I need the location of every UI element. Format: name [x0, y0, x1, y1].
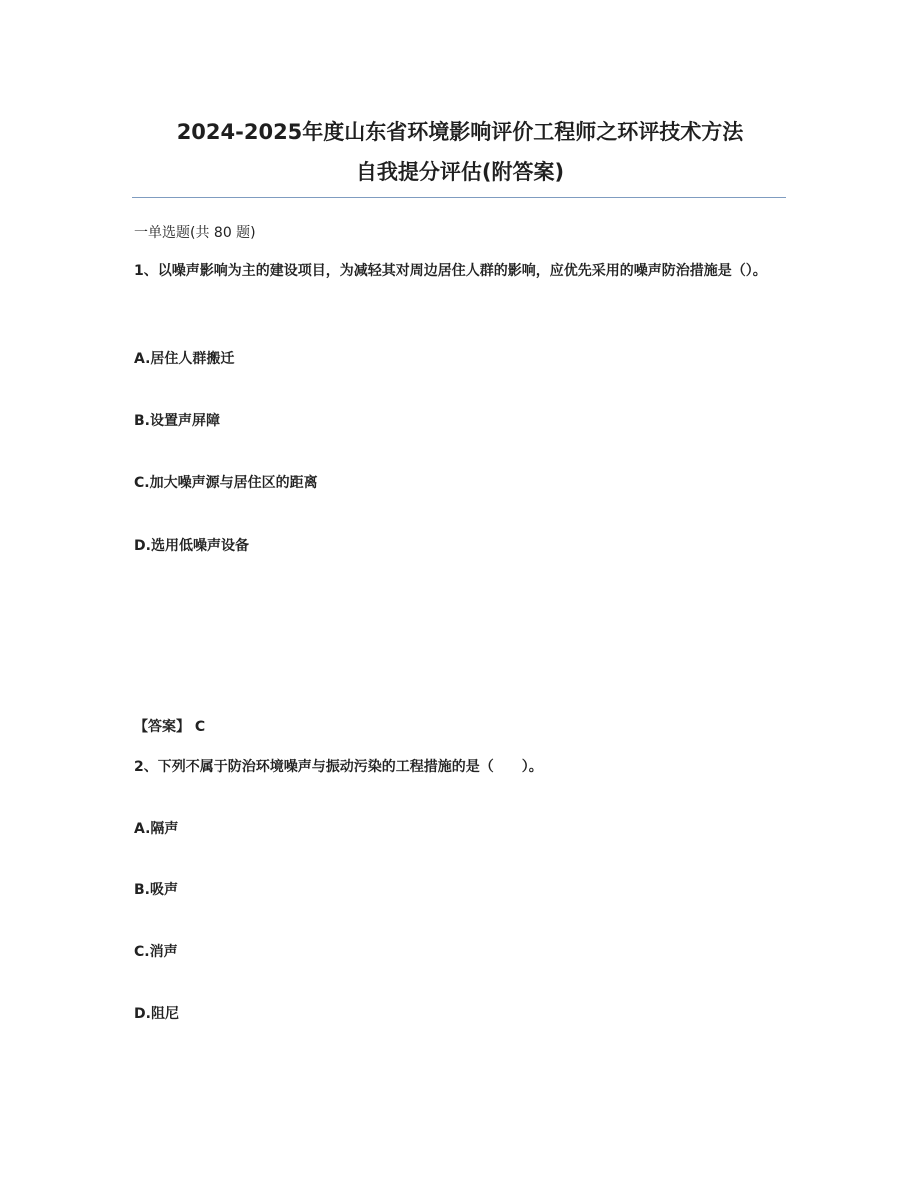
question-1-answer: 【答案】 C	[134, 719, 206, 735]
question-2-option-b: B.吸声	[134, 882, 178, 898]
question-2-text: 2、下列不属于防治环境噪声与振动污染的工程措施的是（ ）。	[134, 759, 543, 775]
question-2-option-d: D.阻尼	[134, 1006, 179, 1022]
question-2-option-c: C.消声	[134, 944, 178, 960]
question-1-text: 1、以噪声影响为主的建设项目，为减轻其对周边居住人群的影响，应优先采用的噪声防治措施是（）。	[134, 263, 767, 279]
document-title-line-2: 自我提分评估(附答案)	[355, 160, 565, 184]
question-1-option-d: D.选用低噪声设备	[134, 538, 249, 554]
title-divider	[132, 197, 786, 198]
question-2-option-a: A.隔声	[134, 821, 179, 837]
question-1-option-c: C.加大噪声源与居住区的距离	[134, 475, 318, 491]
section-label: 一单选题(共 80 题)	[134, 225, 256, 241]
question-1-option-b: B.设置声屏障	[134, 413, 220, 429]
document-title-line-1: 2024-2025年度山东省环境影响评价工程师之环评技术方法	[176, 120, 744, 144]
question-1-option-a: A.居住人群搬迁	[134, 351, 235, 367]
